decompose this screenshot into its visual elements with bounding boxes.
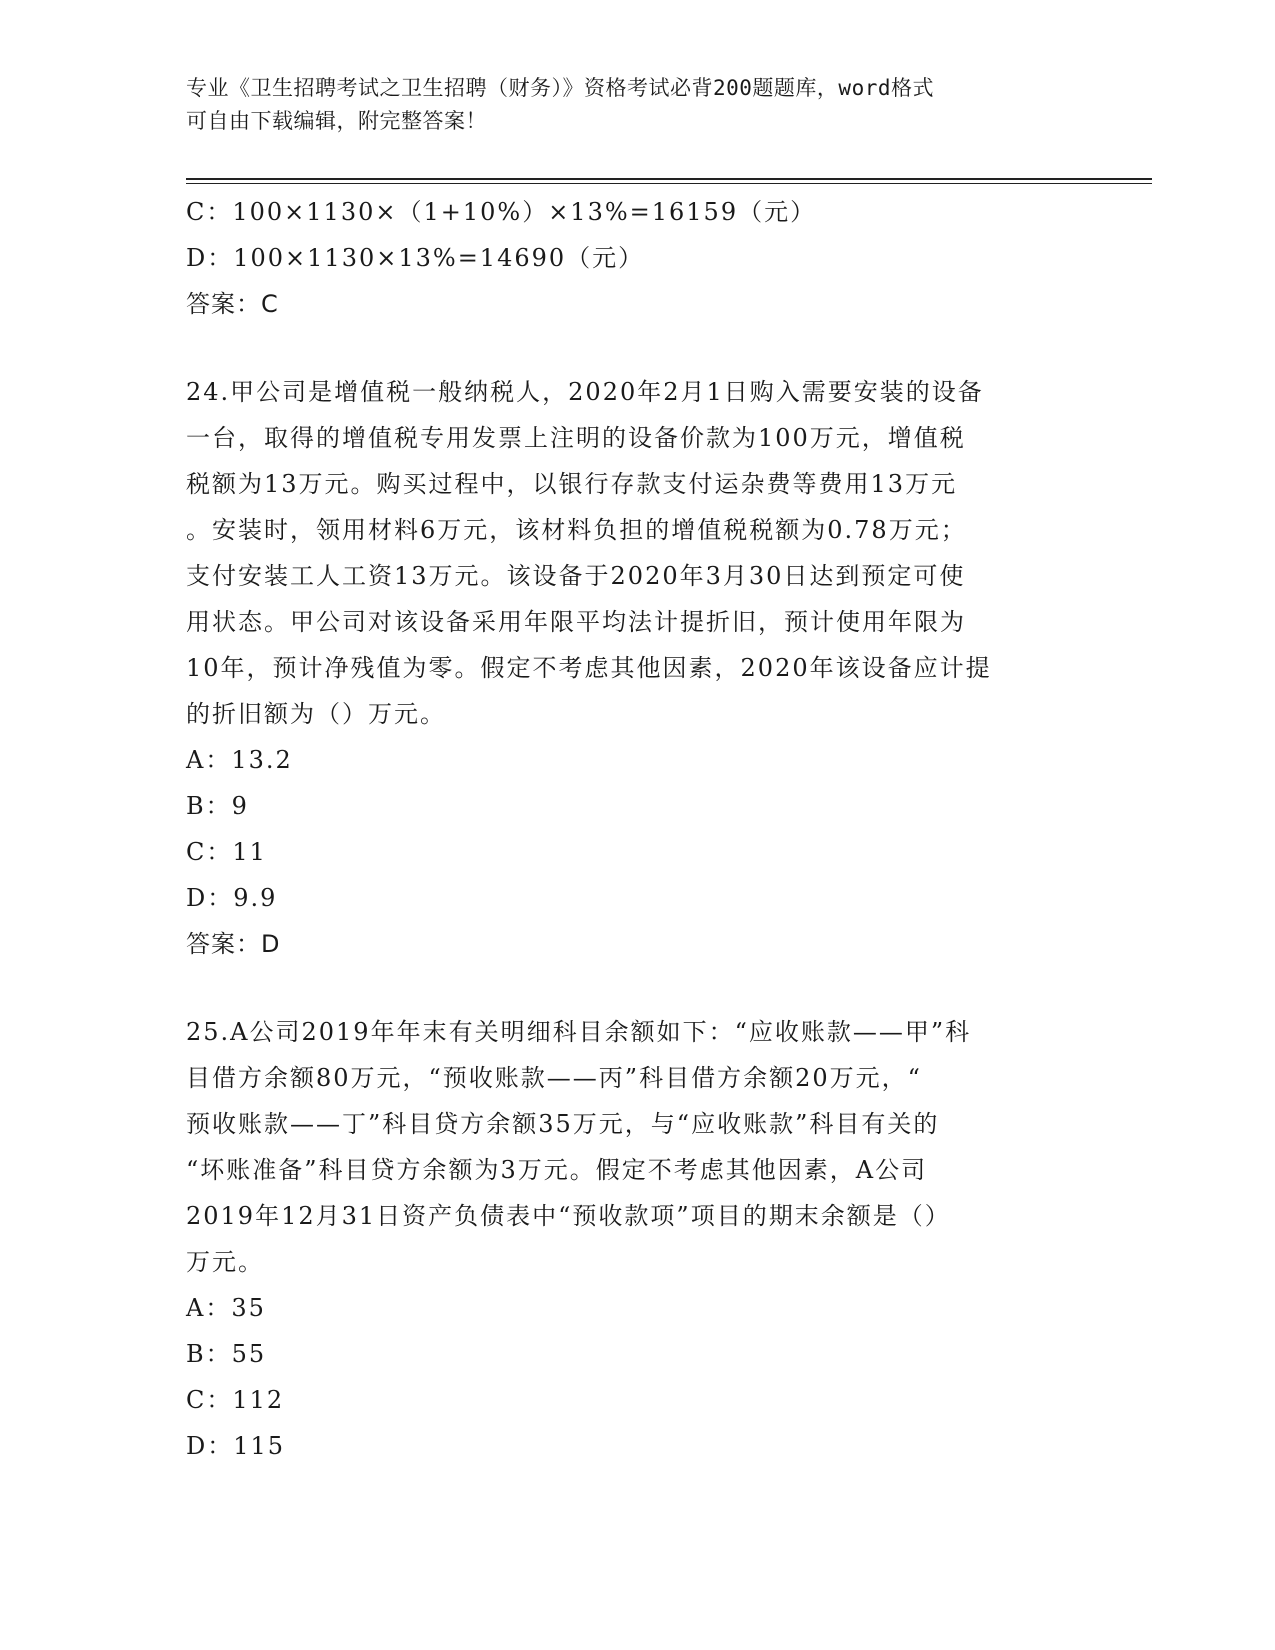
question-text-line: 用状态。甲公司对该设备采用年限平均法计提折旧，预计使用年限为 <box>186 608 966 636</box>
header-title-line-2: 可自由下载编辑，附完整答案！ <box>186 109 487 133</box>
option-d: D：9.9 <box>186 884 278 912</box>
question-text-line: “坏账准备”科目贷方余额为3万元。假定不考虑其他因素，A公司 <box>186 1156 928 1184</box>
question-25 <box>186 1009 1086 1469</box>
question-text-line: 支付安装工人工资13万元。该设备于2020年3月30日达到预定可使 <box>186 562 966 590</box>
question-text-line: 目借方余额80万元，“预收账款——丙”科目借方余额20万元，“ <box>186 1064 922 1092</box>
header-title-line-1: 专业《卫生招聘考试之卫生招聘（财务）》资格考试必背200题题库，word格式 <box>186 76 934 100</box>
previous-question-tail <box>186 189 1086 327</box>
option-c: C：11 <box>186 838 267 866</box>
option-b: B：55 <box>186 1340 267 1368</box>
question-24 <box>186 369 1086 967</box>
answer-text: 答案：D <box>186 930 281 958</box>
question-text-line: 税额为13万元。购买过程中，以银行存款支付运杂费等费用13万元 <box>186 470 958 498</box>
option-a: A：13.2 <box>186 746 293 774</box>
question-text-line: 25.A公司2019年年末有关明细科目余额如下：“应收账款——甲”科 <box>186 1018 972 1046</box>
question-content <box>186 189 1086 1469</box>
header-divider-top <box>186 178 1152 180</box>
document-header <box>186 72 1066 138</box>
question-text-line: 预收账款——丁”科目贷方余额35万元，与“应收账款”科目有关的 <box>186 1110 940 1138</box>
question-text-line: 。安装时，领用材料6万元，该材料负担的增值税税额为0.78万元； <box>186 516 967 544</box>
option-c: C：100×1130×（1+10%）×13%=16159（元） <box>186 198 817 226</box>
question-text-line: 一台，取得的增值税专用发票上注明的设备价款为100万元，增值税 <box>186 424 966 452</box>
question-text-line: 24.甲公司是增值税一般纳税人，2020年2月1日购入需要安装的设备 <box>186 378 984 406</box>
option-d: D：115 <box>186 1432 286 1460</box>
option-a: A：35 <box>186 1294 266 1322</box>
option-d: D：100×1130×13%=14690（元） <box>186 244 645 272</box>
question-text-line: 2019年12月31日资产负债表中“预收款项”项目的期末余额是（） <box>186 1202 951 1230</box>
option-b: B：9 <box>186 792 249 820</box>
question-text-line: 的折旧额为（）万元。 <box>186 700 446 728</box>
question-text-line: 10年，预计净残值为零。假定不考虑其他因素，2020年该设备应计提 <box>186 654 992 682</box>
question-text-line: 万元。 <box>186 1248 264 1276</box>
answer-text: 答案：C <box>186 290 279 318</box>
option-c: C：112 <box>186 1386 285 1414</box>
header-divider-bottom <box>186 183 1152 184</box>
